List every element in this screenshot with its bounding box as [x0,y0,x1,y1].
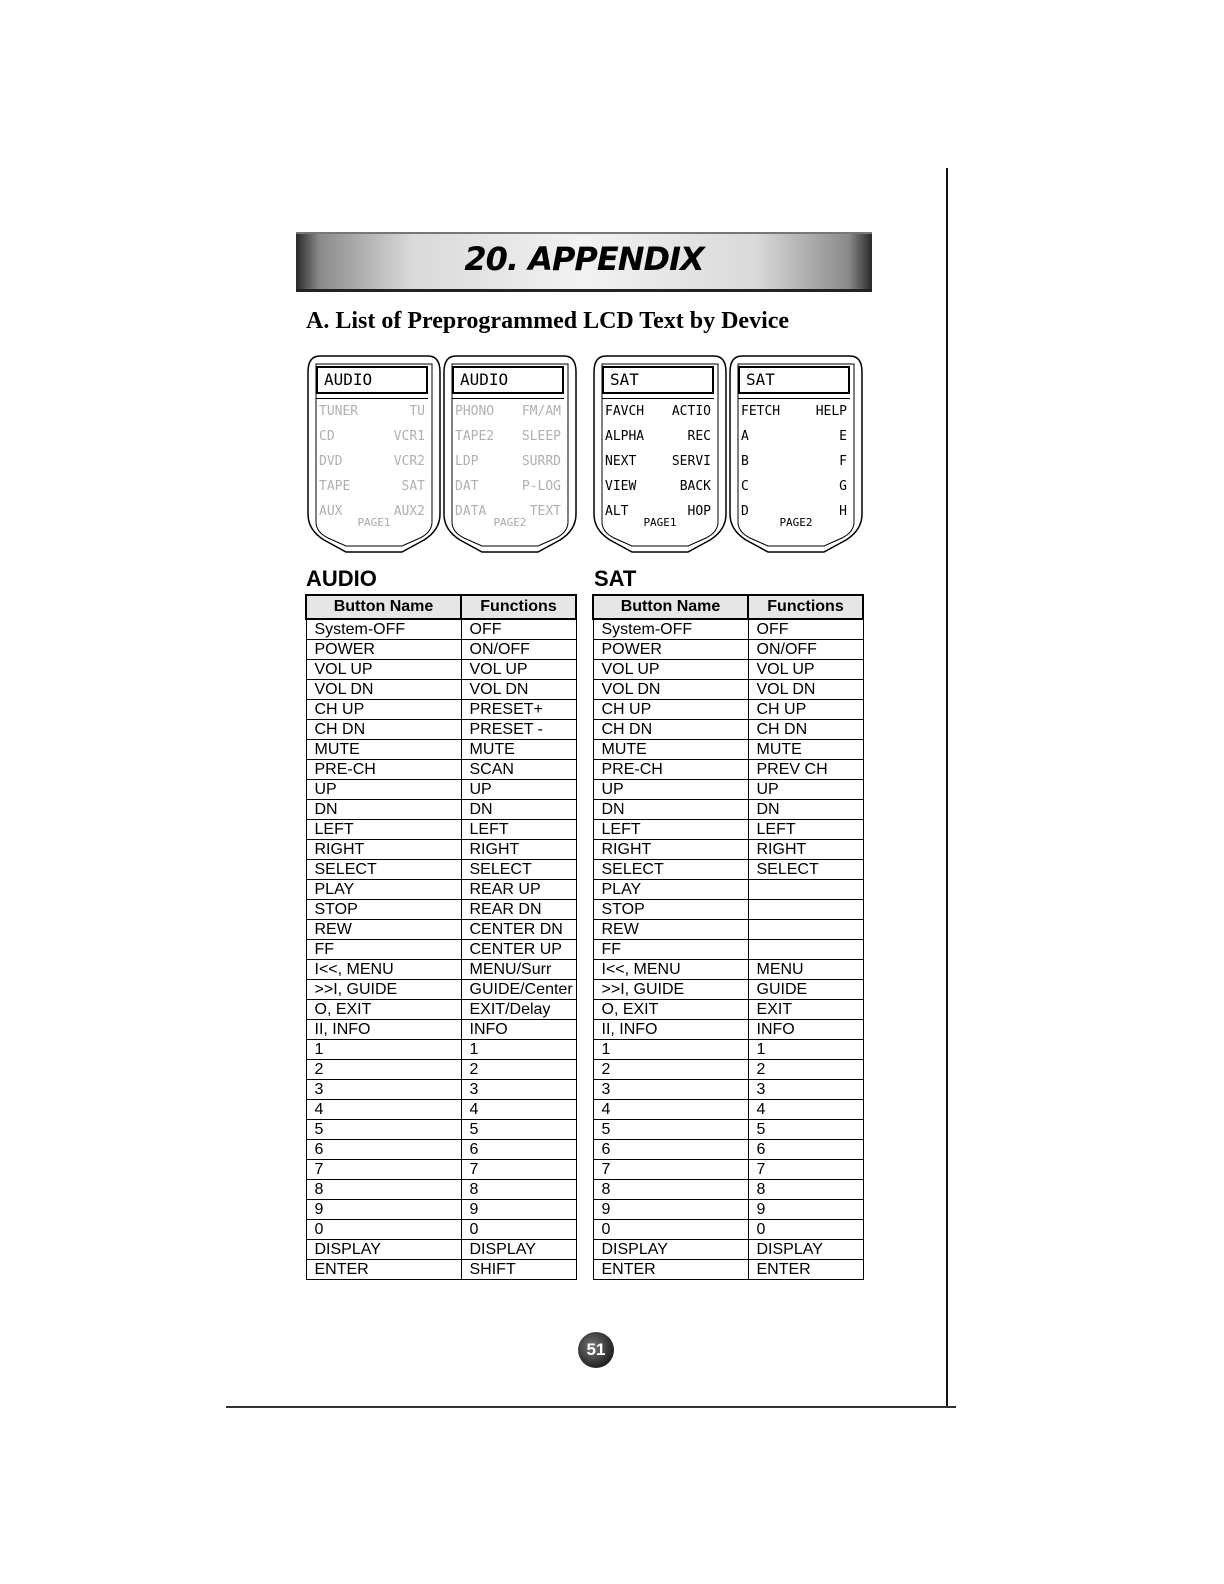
button-name-cell: System-OFF [306,619,461,640]
table-row [593,619,863,640]
table-row [593,960,863,980]
table-row [593,920,863,940]
header-button-name: Button Name [593,595,748,619]
table-row [593,640,863,660]
function-cell: MUTE [461,740,576,760]
lcd-label: ALT [605,504,629,519]
function-cell: 8 [748,1180,863,1200]
function-cell: DN [748,800,863,820]
lcd-label: VIEW [605,479,637,494]
function-cell: SHIFT [461,1260,576,1280]
table-row [306,680,576,700]
table-row [306,780,576,800]
table-row [306,1200,576,1220]
button-name-cell: 4 [593,1100,748,1120]
lcd-label: TEXT [529,504,561,519]
function-cell: 6 [748,1140,863,1160]
table-row [593,1020,863,1040]
table-row [593,1160,863,1180]
function-cell: 2 [461,1060,576,1080]
table-row [306,760,576,780]
function-cell: SCAN [461,760,576,780]
table-row [593,800,863,820]
button-name-cell: REW [306,920,461,940]
lcd-label: AUX2 [393,504,425,519]
button-name-cell: 6 [306,1140,461,1160]
table-row [306,640,576,660]
table-row [306,1240,576,1260]
table-row [306,720,576,740]
function-cell: 1 [748,1040,863,1060]
lcd-row [452,398,564,424]
lcd-row [738,424,850,449]
lcd-label: ALPHA [605,429,645,444]
button-name-cell: 7 [306,1160,461,1180]
function-cell: REAR UP [461,880,576,900]
button-name-cell: I<<, MENU [306,960,461,980]
lcd-page-label: PAGE2 [493,516,527,529]
lcd-label: REC [687,429,711,444]
header-button-name: Button Name [306,595,461,619]
appendix-banner [296,232,872,292]
function-cell: 2 [748,1060,863,1080]
button-name-cell: CH UP [593,700,748,720]
table-row [593,1060,863,1080]
table-row [593,1140,863,1160]
lcd-label: D [741,504,749,519]
button-name-cell: CH DN [306,720,461,740]
lcd-label: FETCH [741,404,781,419]
table-row [306,1140,576,1160]
table-row [593,1100,863,1120]
button-name-cell: O, EXIT [593,1000,748,1020]
function-cell: LEFT [748,820,863,840]
button-name-cell: POWER [306,640,461,660]
lcd-label: DATA [455,504,487,519]
button-name-cell: 2 [593,1060,748,1080]
button-name-cell: O, EXIT [306,1000,461,1020]
function-cell: 9 [461,1200,576,1220]
lcd-row [602,474,714,499]
button-name-cell: DN [593,800,748,820]
table-row [593,1000,863,1020]
table-row [593,1260,863,1280]
button-name-cell: UP [593,780,748,800]
function-cell [748,880,863,900]
lcd-row [602,449,714,474]
function-cell: 8 [461,1180,576,1200]
button-name-cell: VOL UP [593,660,748,680]
lcd-label: H [839,504,847,519]
function-cell: ENTER [748,1260,863,1280]
header-functions: Functions [461,595,576,619]
lcd-title: AUDIO [452,366,564,394]
button-name-cell: SELECT [593,860,748,880]
audio-label: AUDIO [306,566,377,591]
lcd-label: DVD [319,454,343,469]
table-row [306,1060,576,1080]
table-row [593,1200,863,1220]
lcd-title: AUDIO [316,366,428,394]
table-row [593,980,863,1000]
function-cell: DISPLAY [748,1240,863,1260]
audio-function-table [305,594,577,1280]
button-name-cell: DN [306,800,461,820]
function-cell: ON/OFF [748,640,863,660]
table-row [306,1260,576,1280]
button-name-cell: 9 [593,1200,748,1220]
function-cell: SELECT [748,860,863,880]
lcd-screen [442,354,578,554]
lcd-label: VCR2 [393,454,425,469]
button-name-cell: RIGHT [306,840,461,860]
function-cell: EXIT [748,1000,863,1020]
lcd-label: CD [319,429,335,444]
button-name-cell: LEFT [593,820,748,840]
button-name-cell: FF [306,940,461,960]
function-cell: 3 [748,1080,863,1100]
lcd-page-label: PAGE2 [779,516,813,529]
lcd-screen [728,354,864,554]
lcd-title: SAT [602,366,714,394]
lcd-label: BACK [679,479,711,494]
table-row [306,1000,576,1020]
function-cell: EXIT/Delay [461,1000,576,1020]
table-row [593,900,863,920]
function-cell: SELECT [461,860,576,880]
lcd-label: P-LOG [521,479,561,494]
lcd-label: TAPE2 [455,429,495,444]
button-name-cell: REW [593,920,748,940]
function-cell: 4 [461,1100,576,1120]
lcd-title: SAT [738,366,850,394]
button-name-cell: 8 [306,1180,461,1200]
button-name-cell: PRE-CH [306,760,461,780]
lcd-screen [306,354,442,554]
function-cell: INFO [748,1020,863,1040]
lcd-label: AUX [319,504,343,519]
function-cell: MENU [748,960,863,980]
lcd-row [738,474,850,499]
table-row [306,619,576,640]
table-row [593,1080,863,1100]
button-name-cell: 4 [306,1100,461,1120]
button-name-cell: 9 [306,1200,461,1220]
function-cell: PRESET+ [461,700,576,720]
lcd-label: VCR1 [393,429,425,444]
function-cell: 7 [461,1160,576,1180]
function-cell: LEFT [461,820,576,840]
header-functions: Functions [748,595,863,619]
bottom-margin-line [226,1406,956,1408]
button-name-cell: UP [306,780,461,800]
table-row [593,940,863,960]
function-cell: MENU/Surr [461,960,576,980]
button-name-cell: 1 [593,1040,748,1060]
button-name-cell: 1 [306,1040,461,1060]
table-row [306,1080,576,1100]
button-name-cell: PLAY [306,880,461,900]
function-cell: 0 [748,1220,863,1240]
button-name-cell: >>I, GUIDE [306,980,461,1000]
function-cell: ON/OFF [461,640,576,660]
function-cell: VOL DN [461,680,576,700]
lcd-row [316,449,428,474]
function-cell: OFF [748,619,863,640]
table-row [306,840,576,860]
function-cell: PRESET - [461,720,576,740]
function-cell: 4 [748,1100,863,1120]
table-row [306,820,576,840]
function-cell: 6 [461,1140,576,1160]
function-cell: REAR DN [461,900,576,920]
button-name-cell: 0 [593,1220,748,1240]
button-name-cell: 6 [593,1140,748,1160]
lcd-row [316,474,428,499]
function-cell: GUIDE/Center [461,980,576,1000]
function-cell [748,920,863,940]
lcd-row [452,424,564,449]
lcd-label: SURRD [521,454,561,469]
table-row [306,880,576,900]
lcd-label: ACTIO [671,404,711,419]
button-name-cell: VOL DN [306,680,461,700]
lcd-label: NEXT [605,454,637,469]
lcd-label: HELP [815,404,847,419]
table-row [306,960,576,980]
button-name-cell: CH UP [306,700,461,720]
lcd-label: E [839,429,847,444]
button-name-cell: System-OFF [593,619,748,640]
button-name-cell: VOL DN [593,680,748,700]
lcd-row [316,424,428,449]
function-cell: 5 [748,1120,863,1140]
function-cell: CH DN [748,720,863,740]
table-row [306,740,576,760]
button-name-cell: I<<, MENU [593,960,748,980]
function-cell: MUTE [748,740,863,760]
button-name-cell: PRE-CH [593,760,748,780]
table-row [306,1160,576,1180]
table-row [593,840,863,860]
sat-function-table [592,594,864,1280]
button-name-cell: 5 [306,1120,461,1140]
button-name-cell: MUTE [593,740,748,760]
lcd-label: LDP [455,454,479,469]
table-row [593,1220,863,1240]
button-name-cell: 3 [306,1080,461,1100]
button-name-cell: ENTER [593,1260,748,1280]
function-cell: 9 [748,1200,863,1220]
function-cell: INFO [461,1020,576,1040]
lcd-label: A [741,429,749,444]
table-row [306,920,576,940]
function-cell: DISPLAY [461,1240,576,1260]
button-name-cell: PLAY [593,880,748,900]
table-row [593,1040,863,1060]
function-cell: OFF [461,619,576,640]
banner-title: 20. APPENDIX [464,240,704,278]
button-name-cell: MUTE [306,740,461,760]
lcd-label: SLEEP [521,429,561,444]
button-name-cell: DISPLAY [306,1240,461,1260]
button-name-cell: 8 [593,1180,748,1200]
button-name-cell: STOP [306,900,461,920]
lcd-label: G [839,479,847,494]
lcd-row [602,398,714,424]
function-cell: CENTER UP [461,940,576,960]
function-cell: VOL UP [461,660,576,680]
function-cell: CENTER DN [461,920,576,940]
table-row [306,900,576,920]
function-cell [748,900,863,920]
button-name-cell: POWER [593,640,748,660]
button-name-cell: II, INFO [306,1020,461,1040]
sat-label: SAT [594,566,637,591]
function-cell: 0 [461,1220,576,1240]
section-heading: A. List of Preprogrammed LCD Text by Device [306,308,790,334]
lcd-row [738,449,850,474]
table-row [593,740,863,760]
table-row [593,780,863,800]
table-row [306,1220,576,1240]
table-row [306,700,576,720]
lcd-row [452,474,564,499]
table-row [593,700,863,720]
table-row [593,680,863,700]
table-row [593,1120,863,1140]
table-row [593,820,863,840]
lcd-row [452,449,564,474]
lcd-label: SERVI [671,454,711,469]
function-cell: PREV CH [748,760,863,780]
button-name-cell: >>I, GUIDE [593,980,748,1000]
function-cell: 3 [461,1080,576,1100]
function-cell: DN [461,800,576,820]
lcd-label: HOP [687,504,711,519]
lcd-row [738,398,850,424]
table-row [306,860,576,880]
function-cell: CH UP [748,700,863,720]
button-name-cell: SELECT [306,860,461,880]
table-row [306,1180,576,1200]
lcd-label: FAVCH [605,404,645,419]
function-cell: 1 [461,1040,576,1060]
table-row [593,860,863,880]
button-name-cell: 5 [593,1120,748,1140]
lcd-label: DAT [455,479,479,494]
function-cell: 7 [748,1160,863,1180]
lcd-label: FM/AM [521,404,561,419]
function-cell: VOL UP [748,660,863,680]
button-name-cell: ENTER [306,1260,461,1280]
button-name-cell: RIGHT [593,840,748,860]
lcd-row [602,424,714,449]
function-cell: UP [748,780,863,800]
lcd-label: TU [409,404,425,419]
function-cell: GUIDE [748,980,863,1000]
lcd-label: PHONO [455,404,495,419]
table-row [306,660,576,680]
button-name-cell: STOP [593,900,748,920]
lcd-screen [592,354,728,554]
function-cell: UP [461,780,576,800]
button-name-cell: FF [593,940,748,960]
button-name-cell: 3 [593,1080,748,1100]
table-row [306,980,576,1000]
table-row [593,760,863,780]
lcd-page-label: PAGE1 [643,516,677,529]
right-margin-line [946,168,948,1408]
button-name-cell: CH DN [593,720,748,740]
lcd-label: TAPE [319,479,351,494]
lcd-page-label: PAGE1 [357,516,391,529]
lcd-row [316,398,428,424]
table-row [306,800,576,820]
table-row [306,1100,576,1120]
lcd-label: TUNER [319,404,359,419]
table-row [306,1040,576,1060]
button-name-cell: VOL UP [306,660,461,680]
lcd-label: C [741,479,749,494]
table-row [306,940,576,960]
table-row [593,660,863,680]
button-name-cell: 7 [593,1160,748,1180]
button-name-cell: 0 [306,1220,461,1240]
button-name-cell: LEFT [306,820,461,840]
function-cell [748,940,863,960]
lcd-label: B [741,454,749,469]
lcd-label: SAT [401,479,425,494]
button-name-cell: 2 [306,1060,461,1080]
table-row [593,880,863,900]
lcd-label: F [839,454,847,469]
function-cell: VOL DN [748,680,863,700]
function-cell: RIGHT [748,840,863,860]
table-row [593,1180,863,1200]
table-row [593,1240,863,1260]
button-name-cell: DISPLAY [593,1240,748,1260]
table-row [306,1020,576,1040]
function-cell: 5 [461,1120,576,1140]
table-row [306,1120,576,1140]
button-name-cell: II, INFO [593,1020,748,1040]
function-cell: RIGHT [461,840,576,860]
table-row [593,720,863,740]
page-number: 51 [578,1332,614,1368]
